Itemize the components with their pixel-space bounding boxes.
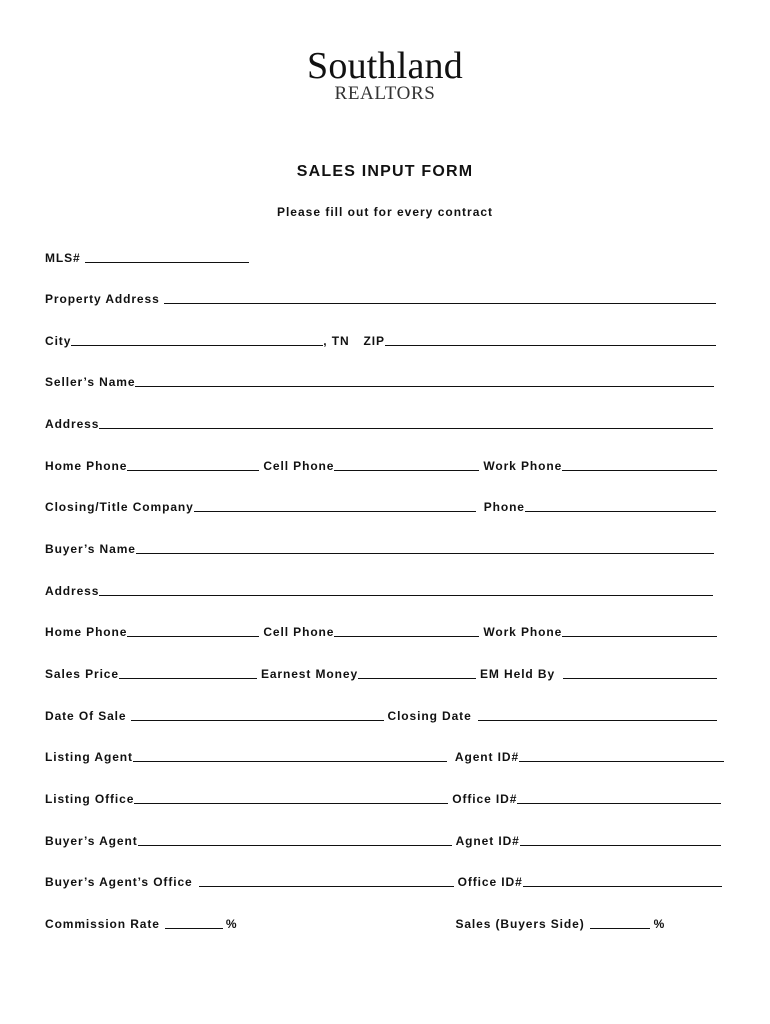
- sales-buyers-side-field[interactable]: [590, 916, 650, 929]
- buyers-office-id-label: Office ID#: [457, 875, 523, 889]
- row-dates: [45, 703, 725, 723]
- row-listing-agent: [45, 744, 725, 764]
- buyers-agents-office-label: Buyer’s Agent’s Office: [45, 875, 193, 889]
- closing-date-field[interactable]: [478, 708, 717, 721]
- row-buyers-agent: [45, 828, 725, 848]
- buyers-agent-id-field[interactable]: [520, 833, 721, 846]
- row-property-address: [45, 286, 725, 306]
- closing-company-label: Closing/Title Company: [45, 500, 194, 514]
- mls-label: MLS#: [45, 251, 81, 265]
- seller-home-phone-field[interactable]: [127, 458, 259, 471]
- date-of-sale-field[interactable]: [131, 708, 384, 721]
- zip-field[interactable]: [385, 333, 716, 346]
- row-buyer-address: [45, 578, 725, 598]
- mls-field[interactable]: [85, 250, 249, 263]
- buyers-agent-id-label: Agnet ID#: [455, 834, 520, 848]
- sales-buyers-side-label: Sales (Buyers Side): [455, 917, 585, 931]
- buyers-office-id-field[interactable]: [523, 874, 722, 887]
- agent-id-label: Agent ID#: [454, 750, 520, 764]
- row-mls: [45, 245, 725, 265]
- buyers-agents-office-field[interactable]: [199, 874, 454, 887]
- sellers-name-field[interactable]: [135, 374, 714, 387]
- sellers-name-label: Seller’s Name: [45, 375, 136, 389]
- row-city: [45, 328, 725, 348]
- em-held-by-field[interactable]: [563, 666, 717, 679]
- listing-agent-label: Listing Agent: [45, 750, 133, 764]
- sales-buyers-side-unit: %: [653, 917, 666, 931]
- seller-work-phone-label: Work Phone: [483, 459, 563, 473]
- commission-rate-field[interactable]: [165, 916, 223, 929]
- listing-agent-field[interactable]: [133, 749, 447, 762]
- row-seller-address: [45, 411, 725, 431]
- row-commission: [45, 911, 725, 931]
- date-of-sale-label: Date Of Sale: [45, 709, 127, 723]
- seller-cell-phone-field[interactable]: [334, 458, 479, 471]
- listing-office-field[interactable]: [134, 791, 448, 804]
- state-label: , TN: [323, 334, 350, 348]
- row-buyer-phones: [45, 619, 725, 639]
- listing-office-label: Listing Office: [45, 792, 135, 806]
- closing-company-field[interactable]: [194, 499, 476, 512]
- closing-phone-label: Phone: [483, 500, 525, 514]
- buyer-cell-phone-field[interactable]: [334, 624, 479, 637]
- row-buyers-agents-office: [45, 869, 725, 889]
- buyer-address-field[interactable]: [99, 583, 713, 596]
- commission-rate-label: Commission Rate: [45, 917, 160, 931]
- buyer-address-label: Address: [45, 584, 100, 598]
- form-title: SALES INPUT FORM: [296, 163, 474, 180]
- property-address-field[interactable]: [164, 291, 716, 304]
- earnest-money-label: Earnest Money: [260, 667, 359, 681]
- buyers-agent-label: Buyer’s Agent: [45, 834, 138, 848]
- buyer-home-phone-label: Home Phone: [45, 625, 128, 639]
- listing-office-id-label: Office ID#: [452, 792, 518, 806]
- seller-address-label: Address: [45, 417, 100, 431]
- commission-unit: %: [225, 917, 238, 931]
- row-seller-phones: [45, 453, 725, 473]
- sales-price-field[interactable]: [119, 666, 257, 679]
- buyers-name-field[interactable]: [136, 541, 714, 554]
- row-listing-office: [45, 786, 725, 806]
- seller-home-phone-label: Home Phone: [45, 459, 128, 473]
- row-sellers-name: [45, 369, 725, 389]
- closing-phone-field[interactable]: [525, 499, 716, 512]
- buyer-cell-phone-label: Cell Phone: [263, 625, 335, 639]
- em-held-by-label: EM Held By: [480, 667, 556, 681]
- form-subtitle: Please fill out for every contract: [276, 205, 494, 219]
- zip-label: ZIP: [363, 334, 385, 348]
- row-buyers-name: [45, 536, 725, 556]
- earnest-money-field[interactable]: [358, 666, 476, 679]
- agent-id-field[interactable]: [519, 749, 724, 762]
- closing-date-label: Closing Date: [387, 709, 472, 723]
- seller-address-field[interactable]: [99, 416, 713, 429]
- buyers-agent-field[interactable]: [138, 833, 452, 846]
- buyers-name-label: Buyer’s Name: [45, 542, 136, 556]
- row-closing-company: [45, 494, 725, 514]
- seller-cell-phone-label: Cell Phone: [263, 459, 335, 473]
- sales-price-label: Sales Price: [45, 667, 119, 681]
- listing-office-id-field[interactable]: [517, 791, 721, 804]
- buyer-home-phone-field[interactable]: [127, 624, 259, 637]
- property-address-label: Property Address: [45, 292, 160, 306]
- seller-work-phone-field[interactable]: [562, 458, 717, 471]
- company-logo-tagline: REALTORS: [334, 83, 436, 104]
- buyer-work-phone-field[interactable]: [562, 624, 717, 637]
- city-field[interactable]: [71, 333, 323, 346]
- city-label: City: [45, 334, 72, 348]
- company-logo-name: Southland: [307, 45, 463, 87]
- buyer-work-phone-label: Work Phone: [483, 625, 563, 639]
- row-sales-price: [45, 661, 725, 681]
